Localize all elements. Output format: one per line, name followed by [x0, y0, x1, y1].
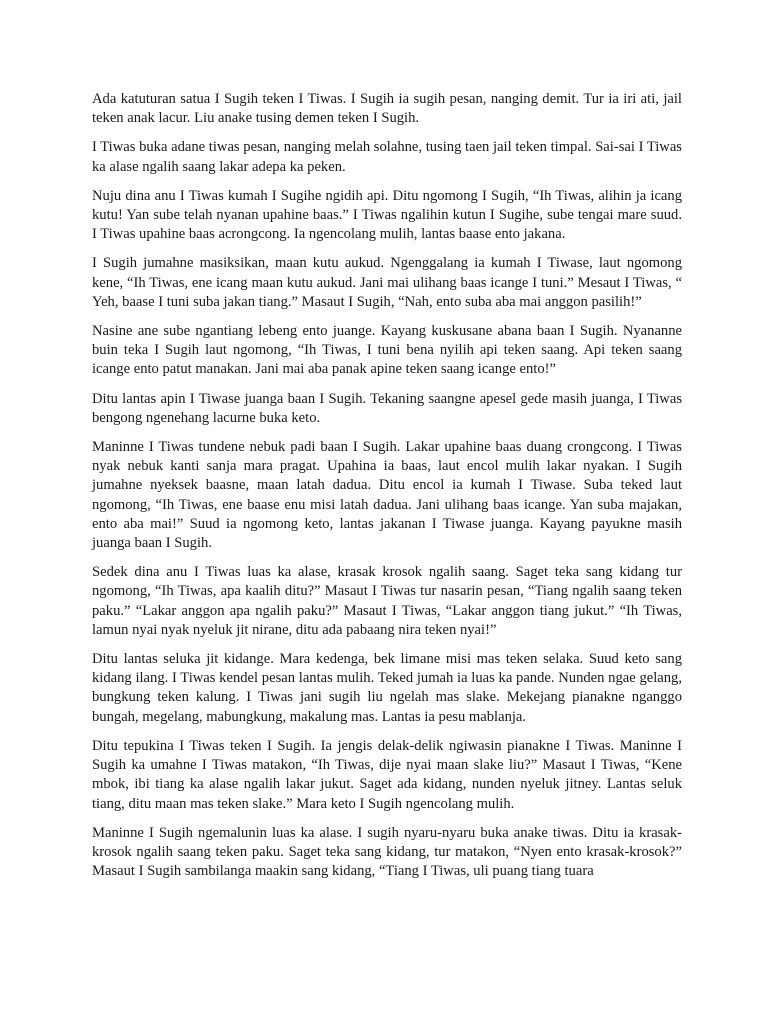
paragraph: Maninne I Tiwas tundene nebuk padi baan I Sugih. Lakar upahine baas duang crongcong. I Tiwas nyak nebuk kanti sanja mara pragat. Upahina ia baas, laut encol mulih lakar nyakan. I Sugih jumahne nyeksek baasne, maan latah dadua. Ditu encol ia kumah I Tiwase. Suba teked laut ngomong, “Ih Tiwas, ene baase enu misi latah dadua. Jani ulihang baas icange. Yan suba majakan, ento aba mai!” Suud ia ngomong keto, lantas jakanan I Tiwase juanga. Kayang payukne masih juanga baan I Sugih. [92, 439, 682, 552]
paragraph: Ada katuturan satua I Sugih teken I Tiwas. I Sugih ia sugih pesan, nanging demit. Tur ia iri ati, jail teken anak lacur. Liu anake tusing demen teken I Sugih. [92, 91, 682, 127]
paragraph: Maninne I Sugih ngemalunin luas ka alase. I sugih nyaru-nyaru buka anake tiwas. Ditu ia krasak-krosok ngalih saang teken paku. Saget teka sang kidang, tur matakon, “Nyen ento krasak-krosok?” Masaut I Sugih sambilanga maakin sang kidang, “Tiang I Tiwas, uli puang tiang tuara [92, 824, 682, 880]
paragraph: Nasine ane sube ngantiang lebeng ento juange. Kayang kuskusane abana baan I Sugih. Nyananne buin teka I Sugih laut ngomong, “Ih Tiwas, I tuni bena nyilih api teken saang. Api teken saang icange ento patut manakan. Jani mai aba panak apine teken saang icange ento!” [92, 323, 682, 378]
paragraph: Ditu lantas seluka jit kidange. Mara kedenga, bek limane misi mas teken selaka. Suud keto sang kidang ilang. I Tiwas kendel pesan lantas mulih. Teked jumah ia luas ka pande. Nunden ngae gelang, bungkung teken kalung. I Tiwas jani sugih liu ngelah mas slake. Mekejang pianakne nganggo bungah, megelang, mabungkung, makalung mas. Lantas ia pesu mablanja. [92, 651, 682, 725]
document-body [92, 90, 682, 881]
paragraph: Ditu lantas apin I Tiwase juanga baan I Sugih. Tekaning saangne apesel gede masih juanga, I Tiwas bengong ngenehang lacurne buka keto. [92, 390, 682, 426]
paragraph: Nuju dina anu I Tiwas kumah I Sugihe ngidih api. Ditu ngomong I Sugih, “Ih Tiwas, alihin ja icang kutu! Yan sube telah nyanan upahine baas.” I Tiwas ngalihin kutun I Sugihe, sube tengai mare suud. I Tiwas upahine baas acrongcong. Ia ngencolang mulih, lantas baase ento jakana. [92, 187, 682, 243]
paragraph: Sedek dina anu I Tiwas luas ka alase, krasak krosok ngalih saang. Saget teka sang kidang tur ngomong, “Ih Tiwas, apa kaalih ditu?” Masaut I Tiwas tur nasarin pesan, “Tiang ngalih saang teken paku.” “Lakar anggon apa ngalih paku?” Masaut I Tiwas, “Lakar anggon tiang jukut.” “Ih Tiwas, lamun nyai nyak nyeluk jit nirane, ditu ada pabaang nira teken nyai!” [92, 564, 682, 638]
paragraph: Ditu tepukina I Tiwas teken I Sugih. Ia jengis delak-delik ngiwasin pianakne I Tiwas. Maninne I Sugih ka umahne I Tiwas matakon, “Ih Tiwas, dije nyai maan slake liu?” Masaut I Tiwas, “Kene mbok, ibi tiang ka alase ngalih lakar jukut. Saget ada kidang, nunden nyeluk jitney. Lantas seluk tiang, ditu maan mas teken slake.” Mara keto I Sugih ngencolang mulih. [92, 737, 682, 812]
paragraph: I Sugih jumahne masiksikan, maan kutu aukud. Ngenggalang ia kumah I Tiwase, laut ngomong kene, “Ih Tiwas, ene icang maan kutu aukud. Jani mai ulihang baas icange I tuni.” Mesaut I Tiwas, “ Yeh, baase I tuni suba jakan tiang.” Masaut I Sugih, “Nah, ento suba aba mai anggon pasilih!” [92, 255, 682, 310]
paragraph: I Tiwas buka adane tiwas pesan, nanging melah solahne, tusing taen jail teken timpal. Sai-sai I Tiwas ka alase ngalih saang lakar adepa ka peken. [92, 139, 682, 175]
